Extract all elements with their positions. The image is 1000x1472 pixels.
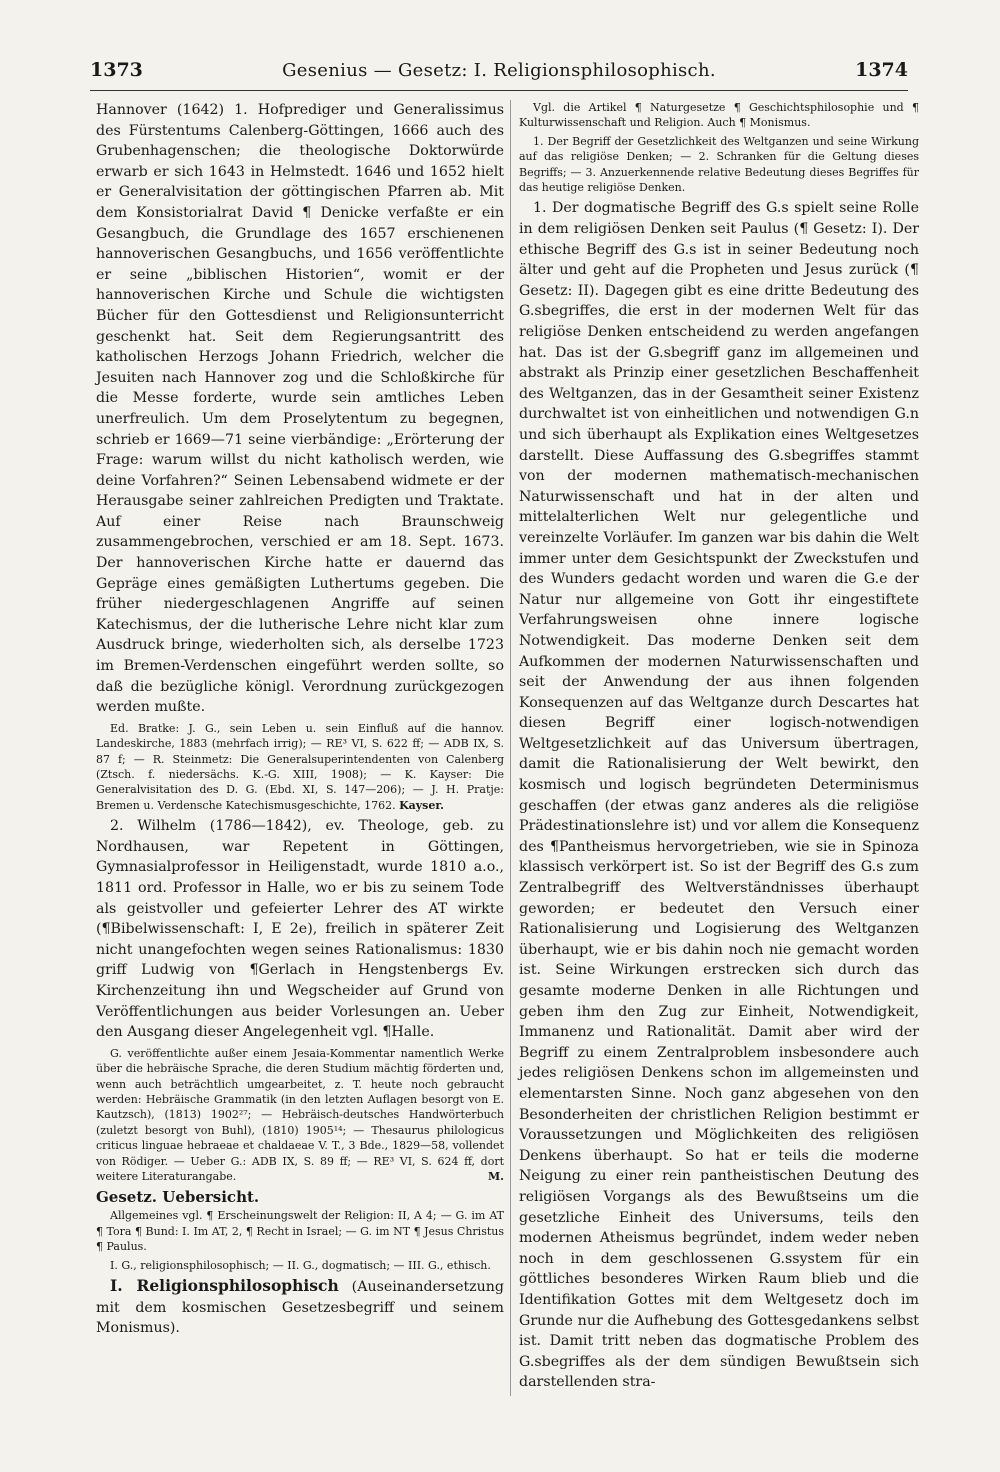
right-column xyxy=(510,100,919,1396)
section-body-text: 1. Der dogmatische Begriff des G.s spielt seine Rolle in dem religiösen Denken seit Paulus (¶ Gesetz: I). Der ethische Begriff des G.s ist in seiner Bedeutung noch älter und geht auf die Propheten und Jesus zurück (¶ Gesetz: II). Dagegen gibt es eine dritte Bedeutung des G.sbegriffes, die erst in der modernen Welt für das religiöse Denken entscheidend zu werden angefangen hat. Das ist der G.sbegriff ganz im allgemeinen und abstrakt als Prinzip einer gesetzlichen Beschaffenheit des Weltganzen, das in der Gesamtheit seiner Existenz durchwaltet ist von einheitlichen und notwendigen G.n und sich überhaupt als Explikation eines Weltgesetzes darstellt. Diese Auffassung des G.sbegriffes stammt von der modernen mathematisch-mechanischen Naturwissenschaft und hat in der alten und mittelalterlichen Welt nur gelegentliche und vereinzelte Vorläufer. Im ganzen war bis dahin die Welt immer unter dem Gesichtspunkt der Zweckstufen und des Wunders gedacht worden und waren die G.e der Natur nur allgemeine von Gott ihr eingestiftete Verfahrungsweisen ohne innere logische Notwendigkeit. Das moderne Denken seit dem Aufkommen der modernen Naturwissenschaften und seit der Anwendung der aus ihnen folgenden Konsequenzen auf das Weltganze durch Descartes hat diesen Begriff einer logisch-notwendigen Weltgesetzlichkeit auf das Universum übertragen, damit die Rationalisierung der Welt bewirkt, den kosmisch und logisch begründeten Determinismus geschaffen (der etwas ganz anderes als die religiöse Prädestinationslehre ist) und vor allem die Konsequenz des ¶Pantheismus hervorgetrieben, wie sie in Spinoza klassisch verkörpert ist. So ist der Begriff des G.s zum Zentralbegriff des Weltverständnisses überhaupt geworden; er bedeutet den Versuch einer Rationalisierung und Logisierung des Weltganzen überhaupt, wie er bis dahin noch nie gemacht worden ist. Seine Wirkungen erstrecken sich durch das gesamte moderne Denken in alle Richtungen und geben ihm den Zug zur Einheit, Notwendigkeit, Immanenz und Rationalität. Damit aber wird der Begriff zu einem Zentralproblem insbesondere auch jedes religiösen Denkens schon im allgemeinsten und elementarsten Sinne. Noch ganz abgesehen von den Besonderheiten der christlichen Religion bestimmt er Voraussetzungen und Möglichkeiten des religiösen Denkens überhaupt. So hat er teils die moderne Neigung zu einer rein pantheistischen Deutung des religiösen Vorgangs als des Bewußtseins um die gesetzliche Einheit des Universums, teils den modernen Atheismus begründet, indem weder neben noch in dem geschlossenen G.ssystem für ein göttliches besonderes Wirken Raum blieb und die Identifikation Gottes mit dem Weltgesetz doch im Grunde nur die Aufhebung des Gottesgedankens selbst ist. Damit tritt neben das dogmatische Problem des G.sbegriffes als der dem sündigen Bewußtsein sich darstellenden stra- xyxy=(519,200,919,1391)
running-title: Gesenius — Gesetz: I. Religionsphilosophisch. xyxy=(282,59,716,81)
section-heading xyxy=(96,1276,504,1339)
gesenius-justus-text: Hannover (1642) 1. Hofprediger und Generalissimus des Fürstentums Calenberg-Göttingen, 1666 auch des Grubenhagenschen; die theologische Doktorwürde erwarb er sich 1643 in Helmstedt. 1646 und 1652 hielt er Generalvisitation der göttingischen Pfarren ab. Mit dem Konsistorialrat David ¶ Denicke verfaßte er ein Gesangbuch, die Grundlage des 1657 erschienenen hannoverischen Gesangbuchs, und 1656 veröffentlichte er seine „biblischen Historien“, womit er der hannoverischen Kirche und Schule die wichtigsten Bücher für den Gottesdienst und Religionsunterricht geschenkt hat. Seit dem Regierungsantritt des katholischen Herzogs Johann Friedrich, welcher die Jesuiten nach Hannover zog und die Schloßkirche für die Messe forderte, wurde sein amtliches Leben unerfreulich. Um dem Proselytentum zu begegnen, schrieb er 1669—71 seine vierbändige: „Erörterung der Frage: warum willst du nicht katholisch werden, wie deine Vorfahren?“ Seinen Lebensabend widmete er der Herausgabe seiner zahlreichen Predigten und Traktate. Auf einer Reise nach Braunschweig zusammengebrochen, verschied er am 18. Sept. 1673. Der hannoverischen Kirche hatte er dauernd das Gepräge eines gemäßigten Luthertums gegeben. Die früher niedergeschlagenen Angriffe auf seinen Katechismus, der die lutherische Lehre nicht klar zum Ausdruck bringe, wiederholten sich, als derselbe 1723 im Bremen-Verdenschen eingeführt werden sollte, so daß die bezügliche königl. Verordnung zurückgezogen werden mußte. xyxy=(96,102,504,716)
literature-justus xyxy=(96,721,504,813)
author-signature-m: M. xyxy=(487,1170,504,1184)
gesetz-overview-parts: I. G., religionsphilosophisch; — II. G., dogmatisch; — III. G., ethisch. xyxy=(110,1258,491,1272)
section-title: I. Religionsphilosophisch xyxy=(110,1276,339,1296)
cross-references: Vgl. die Artikel ¶ Naturgesetze ¶ Geschichtsphilosophie und ¶ Kulturwissenschaft und Religion. Auch ¶ Monismus. xyxy=(519,101,919,130)
author-signature-kayser: Kayser. xyxy=(399,798,444,812)
gesetz-overview-heading: Gesetz. Uebersicht. xyxy=(96,1188,260,1207)
gesetz-overview-refs: Allgemeines vgl. ¶ Erscheinungswelt der Religion: II, A 4; — G. im AT ¶ Tora ¶ Bund: I. Im AT, 2, ¶ Recht in Israel; — G. im NT ¶ Jesus Christus ¶ Paulus. xyxy=(96,1209,504,1254)
left-column xyxy=(96,100,504,1342)
section-contents: 1. Der Begriff der Gesetzlichkeit des Weltganzen und seine Wirkung auf das religiöse Denken; — 2. Schranken für die Geltung dieses Begriffs; — 3. Anzuerkennende relative Bedeutung dieses Begriffes für das heutige religiöse Denken. xyxy=(519,134,919,195)
literature-justus-text: Ed. Bratke: J. G., sein Leben u. sein Einfluß auf die hannov. Landeskirche, 1883 (mehrfach irrig); — RE³ VI, S. 622 ff; — ADB IX, S. 87 f; — R. Steinmetz: Die Generalsuperintendenten von Calenberg (Ztsch. f. niedersächs. K.-G. XIII, 1908); — K. Kayser: Die Generalvisitation des D. G. (Ebd. XI, S. 147—206); — J. H. Pratje: Bremen u. Verdensche Katechismusgeschichte, 1762. xyxy=(96,721,504,812)
left-page-number: 1373 xyxy=(90,59,143,81)
section-subtitle: (Auseinandersetzung mit dem kosmischen Gesetzesbegriff und seinem Monismus). xyxy=(96,1279,504,1337)
page-header xyxy=(90,50,908,91)
literature-wilhelm-text: G. veröffentlichte außer einem Jesaia-Kommentar namentlich Werke über die hebräische Sprache, die deren Studium mächtig förderten und, wenn auch beträchtlich umgearbeitet, z. T. heute noch gebraucht werden: Hebräische Grammatik (in den letzten Auflagen besorgt von E. Kautzsch), (1813) 1902²⁷; — Hebräisch-deutsches Handwörterbuch (zuletzt besorgt von Buhl), (1810) 1905¹⁴; — Thesaurus philologicus criticus linguae hebraeae et chaldaeae V. T., 3 Bde., 1829—58, vollendet von Rödiger. — Ueber G.: ADB IX, S. 89 ff; — RE³ VI, S. 624 ff, dort weitere Literaturangabe. xyxy=(96,1046,504,1184)
literature-wilhelm xyxy=(96,1046,504,1185)
right-page-number: 1374 xyxy=(855,59,908,81)
gesenius-wilhelm-text: 2. Wilhelm (1786—1842), ev. Theologe, geb. zu Nordhausen, war Repetent in Göttingen, Gymnasialprofessor in Heiligenstadt, wurde 1810 a.o., 1811 ord. Professor in Halle, wo er bis zu seinem Tode als geistvoller und gefeierter Lehrer des AT wirkte (¶Bibelwissenschaft: I, E 2e), freilich in späterer Zeit nicht unangefochten wegen seines Rationalismus: 1830 griff Ludwig von ¶Gerlach in Hengstenbergs Ev. Kirchenzeitung ihn und Wegscheider auf Grund von Veröffentlichungen aus beider Vorlesungen an. Ueber den Ausgang dieser Angelegenheit vgl. ¶Halle. xyxy=(96,818,504,1041)
